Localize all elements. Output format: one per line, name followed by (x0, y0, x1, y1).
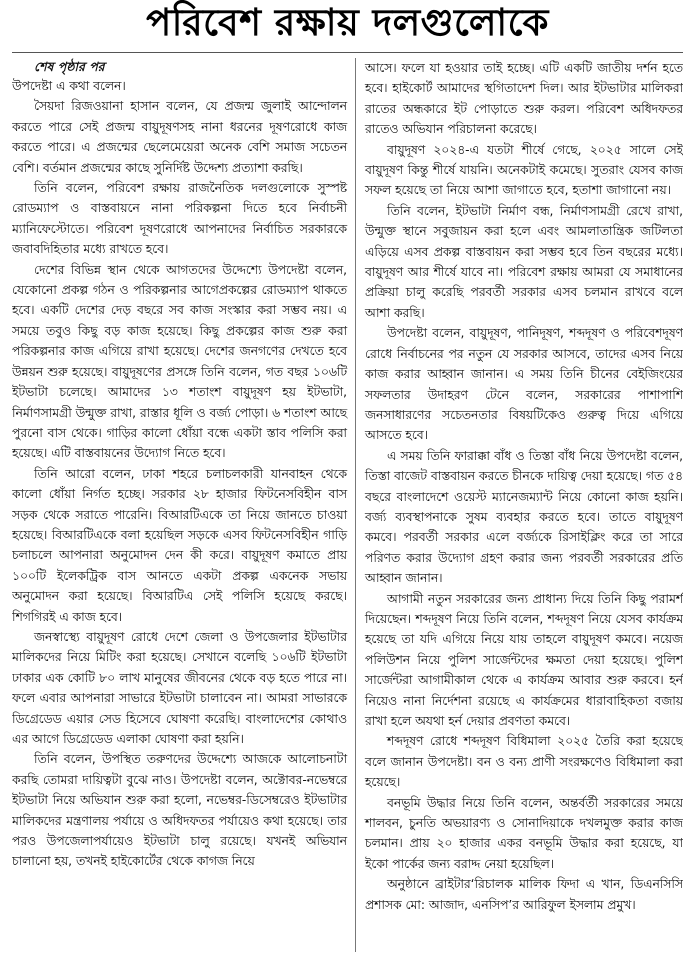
right-column (355, 58, 683, 952)
paragraph: আগামী নতুন সরকারের জন্য প্রাধান্য দিয়ে তিনি কিছু পরামর্শ দিয়েছেন। শব্দদূষণ নিয়ে তিনি বলেন, শব্দদূষণ নিয়ে যেসব কার্যক্রম হয়েছে তা যদি এগিয়ে নিয়ে যায় তাহলে বায়ুদূষণ কমবে। নয়েজ পলিউশন নিয়ে পুলিশ সার্জেন্টদের ক্ষমতা দেয়া হয়েছে। পুলিশ সার্জেন্টরা আগামীকাল থেকে এ কার্যক্রম আবার শুরু করবে। হর্ন নিয়েও নানা নির্দেশনা রয়েছে এ কার্যক্রমের ধারাবাহিকতা বজায় রাখা হলে অযথা হর্ন দেয়ার প্রবণতা কমবে। (365, 591, 683, 728)
paragraph: উপদেষ্টা এ কথা বলেন। (12, 79, 126, 93)
paragraph: জনস্বাস্থ্যে বায়ুদূষণ রোধে দেশে জেলা ও উপজেলার ইটভাটার মালিকদের নিয়ে মিটিং করা হয়েছে। সেখানে বলেছি ১০৬টি ইটভাটা ঢাকার এক কোটি ৮০ লাখ মানুষের জীবনের থেকে বড় হতে পারে না। ফলে এবার আপনারা সাভারে ইটভাটা চালাবেন না। আমরা সাভারকে ডিগ্রেডেড এয়ার সেড হিসেবে ঘোষণা করেছি। বাংলাদেশের কোথাও এর আগে ডিগ্রেডেড এলাকা ঘোষণা করা হয়নি। (12, 629, 347, 746)
article-body (12, 58, 683, 952)
paragraph: তিনি বলেন, পরিবেশ রক্ষায় রাজনৈতিক দলগুলোকে সুস্পষ্ট রোডম্যাপ ও বাস্তবায়নে নানা পরিকল্পনা দিতে হবে নির্বাচনী ম্যানিফেস্টোতে। পরিবেশ দূষণরোধে আপনাদের নির্বাচিত সরকারকে জবাবদিহিতার মধ্যে রাখতে হবে। (12, 181, 347, 257)
paragraph: দেশের বিভিন্ন স্থান থেকে আগতদের উদ্দেশ্যে উপদেষ্টা বলেন, যেকোনো প্রকল্প গঠন ও পরিকল্পনার আগেপ্রকল্পের রোডম্যাপ থাকতে হবে। একটি দেশের দেড় বছরে সব কাজ সংস্কার করা সম্ভব নয়। এ সময়ে তবুও কিছু বড় কাজ হয়েছে। কিছু প্রকল্পের কাজ শুরু করা পরিকল্পনার কাজ এগিয়ে রাখা হয়েছে। দেশের জনগণের দেখতে হবে উন্নয়ন শুরু হয়েছে। বায়ুদূষণের প্রসঙ্গে তিনি বলেন, গত বছর ১০৬টি ইটভাটা চলেছে। আমাদের ১৩ শতাংশ বায়ুদূষণ হয় ইটভাটা, নির্মাণসামগ্রী উন্মুক্ত রাখা, রাস্তার ধূলি ও বর্জ্য পোড়া। ৬ শতাংশ আছে পুরনো বাস থেকে। গাড়ির কালো ধোঁয়া বন্ধে একটা স্তাব পলিসি করা হয়েছে। এটি বাস্তবায়নের উদ্যোগ নিতে হবে। (12, 262, 347, 461)
paragraph: সৈয়দা রিজওয়ানা হাসান বলেন, যে প্রজন্ম জুলাই আন্দোলন করতে পারে সেই প্রজন্ম বায়ুদূষণসহ নানা ধরনের দূষণরোধে কাজ করতে পারে। এ প্রজন্মের ছেলেমেয়েরা অনেক বেশি সমাজ সচেতন বেশি। বর্তমান প্রজন্মের কাছে সুনির্দিষ্ট উদ্দেশ্য প্রত্যাশা করছি। (12, 99, 347, 175)
paragraph: বায়ুদূষণ ২০২৪-এ যতটা শীর্ষে গেছে, ২০২৫ সালে সেই বায়ুদূষণ কিন্তু শীর্ষে যায়নি। অনেকটাই কমেছে। সুতরাং যেসব কাজ সফল হয়েছে তা নিয়ে আশা জাগাতে হবে, হতাশা জাগানো নয়। (365, 142, 683, 198)
paragraph: তিনি বলেন, ইটভাটা নির্মাণ বন্ধ, নির্মাণসামগ্রী রেখে রাখা, উন্মুক্ত স্থানে সবুজায়ন করা হলে এবং আমলাতান্ত্রিক জটিলতা এড়িয়ে এসব প্রকল্প বাস্তবায়ন করা সম্ভব হবে তিন বছরের মধ্যে। বায়ুদূষণ আর শীর্ষে যাবে না। পরিবেশ রক্ষায় আমরা যে সমাধানের প্রক্রিয়া চালু করেছি পরবর্তী সরকার এসব চলমান রাখবে বলে আশা করছি। (365, 203, 683, 320)
paragraph: এ সময় তিনি ফারাক্কা বাঁধ ও তিস্তা বাঁধ নিয়ে উপদেষ্টা বলেন, তিস্তা বাজেট বাস্তবায়ন করতে চীনকে দায়িত্ব দেয়া হয়েছে। গত ৫৪ বছরে বাংলাদেশে ওয়েস্ট ম্যানেজম্যান্ট নিয়ে কোনো কাজ হয়নি। বর্জ্য ব্যবস্থাপনাকে সুষম ব্যবহার করতে হবে। তাতে বায়ুদূষণ কমবে। পরবর্তী সরকার এলে বর্জ্যকে রিসাইক্লিং করে তা সারে পরিণত করার উদ্যোগ গ্রহণ করার জন্য পরবর্তী সরকারের প্রতি আহ্বান জানান। (365, 448, 683, 586)
left-column (12, 58, 355, 952)
paragraph: বনভূমি উদ্ধার নিয়ে তিনি বলেন, অন্তর্বর্তী সরকারের সময়ে শালবন, চুনতি অভয়ারণ্য ও সোনাদিয়াকে দখলমুক্ত করার কাজ চলমান। প্রায় ২০ হাজার একর বনভূমি উদ্ধার করা হয়েছে, যা ইকো পার্কের জন্য বরাদ্দ নেয়া হয়েছিল। (365, 795, 683, 871)
paragraph: তিনি বলেন, উপস্থিত তরুণদের উদ্দেশ্যে আজকে আলোচনাটা করছি তোমরা দায়িত্বটা বুঝে নাও। উপদেষ্টা বলেন, অক্টোবর-নভেম্বরে ইটভাটা নিয়ে অভিযান শুরু করা হলো, নভেম্বর-ডিসেম্বরেও ইটভাটার মালিকদের মন্ত্রণালয় পর্যায়ে ও অধিদফতর পর্যায়েও কথা হয়েছে। তার পরও উপজেলাপর্যায়েও ইটভাটা চালু রয়েছে। যখনই অভিযান চালানো হয়, তখনই হাইকোর্টের থেকে কাগজ নিয়ে (12, 752, 347, 869)
headline: পরিবেশ রক্ষায় দলগুলোকে (146, 1, 549, 44)
continuation-kicker: শেষ পৃষ্ঠার পর (34, 59, 105, 74)
paragraph: তিনি আরো বলেন, ঢাকা শহরে চলাচলকারী যানবাহন থেকে কালো ধোঁয়া নির্গত হচ্ছে। সরকার ২৮ হাজার ফিটনেসবিহীন বাস সড়ক থেকে সরাতে পারেনি। বিআরটিএকে তা নিয়ে জানতে চাওয়া হয়েছে। বিআরটিএকে বলা হয়েছিল সড়কে এসব ফিটনেসবিহীন গাড়ি চলাচলে আপনারা অনুমোদন দেন কী করে। বায়ুদূষণ কমাতে প্রায় ১০০টি ইলেকট্রিক বাস আনতে একটা প্রকল্প একনেক সভায় অনুমোদন করা হয়েছে। বিআরটিএ সেই পলিসি হয়েছে করছে। শিগগিরই এ কাজ হবে। (12, 466, 347, 624)
paragraph: শব্দদূষণ রোধে শব্দদূষণ বিধিমালা ২০২৫ তৈরি করা হয়েছে বলে জানান উপদেষ্টা। বন ও বন্য প্রাণী সংরক্ষণেও বিধিমালা করা হয়েছে। (365, 734, 683, 790)
paragraph: উপদেষ্টা বলেন, বায়ুদূষণ, পানিদূষণ, শব্দদূষণ ও পরিবেশদূষণ রোধে নির্বাচনের পর নতুন যে সরকার আসবে, তাদের এসব নিয়ে কাজ করার আহ্বান জানান। এ সময় তিনি চীনের বেইজিংয়ের সফলতার উদাহরণ টেনে বলেন, সরকারের পাশাপাশি জনসাধারণের সচেতনতার বিষয়টিকেও গুরুত্ব দিয়ে এগিয়ে আসতে হবে। (365, 326, 683, 443)
headline-rule (12, 52, 683, 53)
paragraph: আসে। ফলে যা হওয়ার তাই হচ্ছে। এটি একটি জাতীয় দর্শন হতে হবে। হাইকোর্ট আমাদের স্থগিতাদেশ দিল। আর ইটভাটার মালিকরা রাতের অন্ধকারে ইট পোড়াতে শুরু করল। পরিবেশ অধিদফতর রাতেও অভিযান পরিচালনা করেছে। (365, 61, 683, 137)
paragraph: অনুষ্ঠানে ব্রাইটার‘রিচালক মালিক ফিদা এ খান, ডিএনসিসি প্রশাসক মো: আজাদ, এনসিপ’র আরিফুল ইসলাম প্রমুখ। (365, 877, 683, 912)
